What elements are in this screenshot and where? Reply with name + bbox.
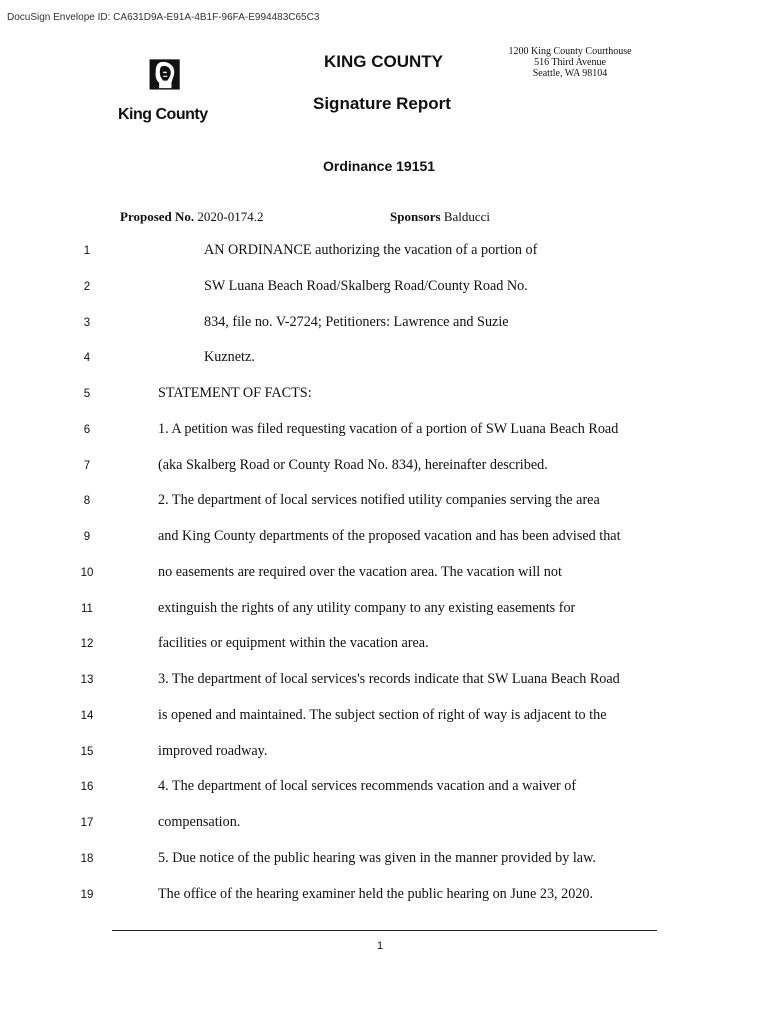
line-number: 14 bbox=[80, 709, 94, 722]
line-number: 5 bbox=[83, 388, 91, 400]
line-text: 5. Due notice of the public hearing was given in the manner provided by law. bbox=[158, 849, 596, 866]
line-text: 2. The department of local services notified utility companies serving the area bbox=[158, 492, 600, 509]
address-line: 1200 King County Courthouse bbox=[508, 46, 632, 57]
line-text: 4. The department of local services recommends vacation and a waiver of bbox=[158, 778, 577, 795]
line-number: 3 bbox=[83, 316, 91, 329]
address-line: 516 Third Avenue bbox=[534, 57, 606, 68]
line-number: 8 bbox=[83, 495, 91, 508]
line-number: 7 bbox=[83, 459, 91, 472]
text-line bbox=[0, 743, 770, 763]
text-line bbox=[0, 278, 770, 298]
line-number: 18 bbox=[80, 852, 94, 865]
address-line: Seattle, WA 98104 bbox=[532, 68, 608, 79]
line-text: Kuznetz. bbox=[204, 349, 255, 366]
header-title: KING COUNTY bbox=[324, 52, 443, 71]
line-text: 1. A petition was filed requesting vacation of a portion of SW Luana Beach Road bbox=[158, 420, 619, 437]
line-text: facilities or equipment within the vacation area. bbox=[158, 635, 429, 652]
line-number: 12 bbox=[80, 638, 94, 651]
line-text: is opened and maintained. The subject section of right of way is adjacent to the bbox=[158, 706, 607, 723]
text-line bbox=[0, 671, 770, 691]
line-number: 15 bbox=[80, 745, 94, 758]
line-number: 16 bbox=[80, 781, 94, 794]
line-number: 19 bbox=[80, 888, 94, 901]
text-line bbox=[0, 564, 770, 584]
line-text: compensation. bbox=[158, 814, 241, 830]
line-number: 17 bbox=[80, 817, 94, 829]
line-number: 13 bbox=[80, 674, 94, 686]
line-number: 1 bbox=[83, 245, 91, 257]
text-line bbox=[0, 850, 770, 870]
line-number: 9 bbox=[83, 531, 91, 543]
text-line bbox=[0, 457, 770, 477]
line-number: 11 bbox=[81, 602, 93, 615]
line-text: STATEMENT OF FACTS: bbox=[158, 385, 312, 401]
ordinance-number: Ordinance 19151 bbox=[323, 158, 436, 174]
text-line bbox=[0, 528, 770, 548]
text-line bbox=[0, 385, 770, 405]
line-text: extinguish the rights of any utility company to any existing easements for bbox=[158, 599, 576, 616]
king-county-logo-text: King County bbox=[118, 106, 208, 123]
line-number: 10 bbox=[80, 566, 94, 579]
line-text: (aka Skalberg Road or County Road No. 834), hereinafter described. bbox=[158, 456, 548, 473]
sponsors-label: Sponsors bbox=[390, 209, 441, 224]
text-line bbox=[0, 707, 770, 727]
sponsors-value: Balducci bbox=[443, 209, 491, 224]
header-subtitle: Signature Report bbox=[313, 94, 451, 113]
text-line bbox=[0, 600, 770, 620]
proposed-label: Proposed No. bbox=[120, 209, 195, 224]
line-text: 3. The department of local services's records indicate that SW Luana Beach Road bbox=[158, 671, 620, 687]
docusign-envelope-id: DocuSign Envelope ID: CA631D9A-E91A-4B1F-96FA-E994483C65C3 bbox=[7, 12, 320, 23]
page-number: 1 bbox=[377, 940, 384, 952]
text-line bbox=[0, 886, 770, 906]
line-number: 6 bbox=[83, 423, 91, 436]
line-text: improved roadway. bbox=[158, 742, 268, 759]
line-text: AN ORDINANCE authorizing the vacation of a portion of bbox=[204, 242, 538, 258]
line-number: 4 bbox=[83, 352, 91, 365]
line-text: no easements are required over the vacation area. The vacation will not bbox=[158, 563, 562, 580]
line-text: 834, file no. V-2724; Petitioners: Lawrence and Suzie bbox=[204, 313, 509, 330]
text-line bbox=[0, 635, 770, 655]
proposed-value: 2020-0174.2 bbox=[197, 209, 264, 224]
text-line bbox=[0, 349, 770, 369]
text-line bbox=[0, 421, 770, 441]
footer-divider bbox=[112, 930, 657, 931]
text-line bbox=[0, 492, 770, 512]
line-number: 2 bbox=[83, 280, 91, 293]
text-line bbox=[0, 314, 770, 334]
line-text: and King County departments of the proposed vacation and has been advised that bbox=[158, 528, 621, 544]
line-text: The office of the hearing examiner held the public hearing on June 23, 2020. bbox=[158, 885, 594, 902]
text-line bbox=[0, 778, 770, 798]
text-line bbox=[0, 242, 770, 262]
text-line bbox=[0, 814, 770, 834]
line-text: SW Luana Beach Road/Skalberg Road/County Road No. bbox=[204, 277, 528, 294]
